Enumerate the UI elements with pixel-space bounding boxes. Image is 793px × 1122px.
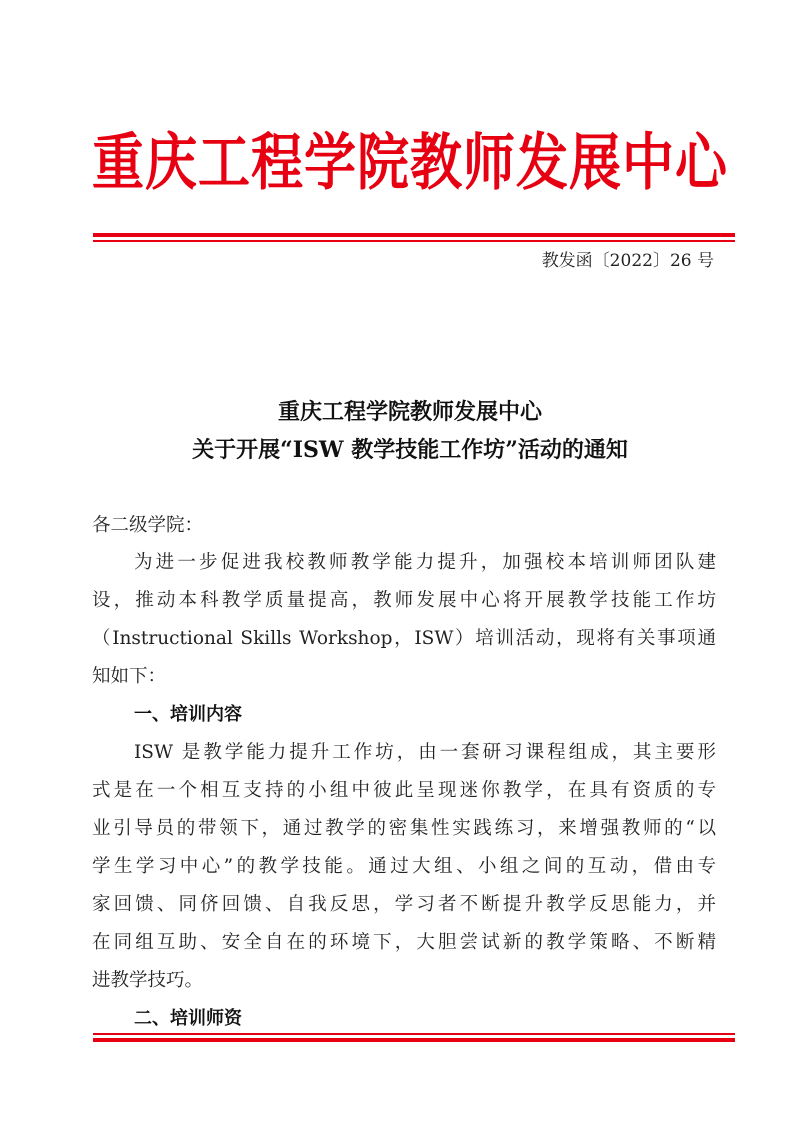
notice-title-line-2: 关于开展“ISW 教学技能工作坊”活动的通知 — [192, 437, 628, 463]
intro-line: 知如下： — [92, 666, 167, 687]
content-line: ISW 是教学能力提升工作坊，由一套研习课程组成，其主要形 — [134, 742, 716, 763]
org-header-title: 重庆工程学院教师发展中心 — [91, 127, 728, 199]
content-line: 学生学习中心”的教学技能。通过大组、小组之间的互动，借由专 — [92, 856, 716, 877]
document-number: 教发函〔2022〕26 号 — [541, 251, 714, 271]
content-line: 进教学技巧。 — [92, 970, 204, 991]
intro-line: 为进一步促进我校教师教学能力提升，加强校本培训师团队建 — [134, 552, 716, 573]
footer-rule-thick — [93, 1038, 735, 1042]
section-heading-content: 一、培训内容 — [134, 704, 242, 725]
content-line: 式是在一个相互支持的小组中彼此呈现迷你教学，在具有资质的专 — [92, 780, 716, 801]
header-rule-thick — [93, 233, 735, 237]
content-line: 家回馈、同侪回馈、自我反思，学习者不断提升教学反思能力，并 — [92, 894, 716, 915]
section-heading-instructors: 二、培训师资 — [134, 1008, 242, 1029]
intro-line: 设，推动本科教学质量提高，教师发展中心将开展教学技能工作坊 — [92, 590, 716, 611]
header-rule-thin — [93, 240, 735, 242]
intro-line: （Instructional Skills Workshop，ISW）培训活动，现将有关事项通 — [92, 628, 716, 649]
notice-title-line-1: 重庆工程学院教师发展中心 — [277, 399, 542, 425]
content-line: 业引导员的带领下，通过教学的密集性实践练习，来增强教师的“以 — [92, 818, 716, 839]
content-line: 在同组互助、安全自在的环境下，大胆尝试新的教学策略、不断精 — [92, 932, 716, 953]
footer-rule-thin — [93, 1033, 735, 1035]
salutation: 各二级学院： — [92, 515, 204, 536]
